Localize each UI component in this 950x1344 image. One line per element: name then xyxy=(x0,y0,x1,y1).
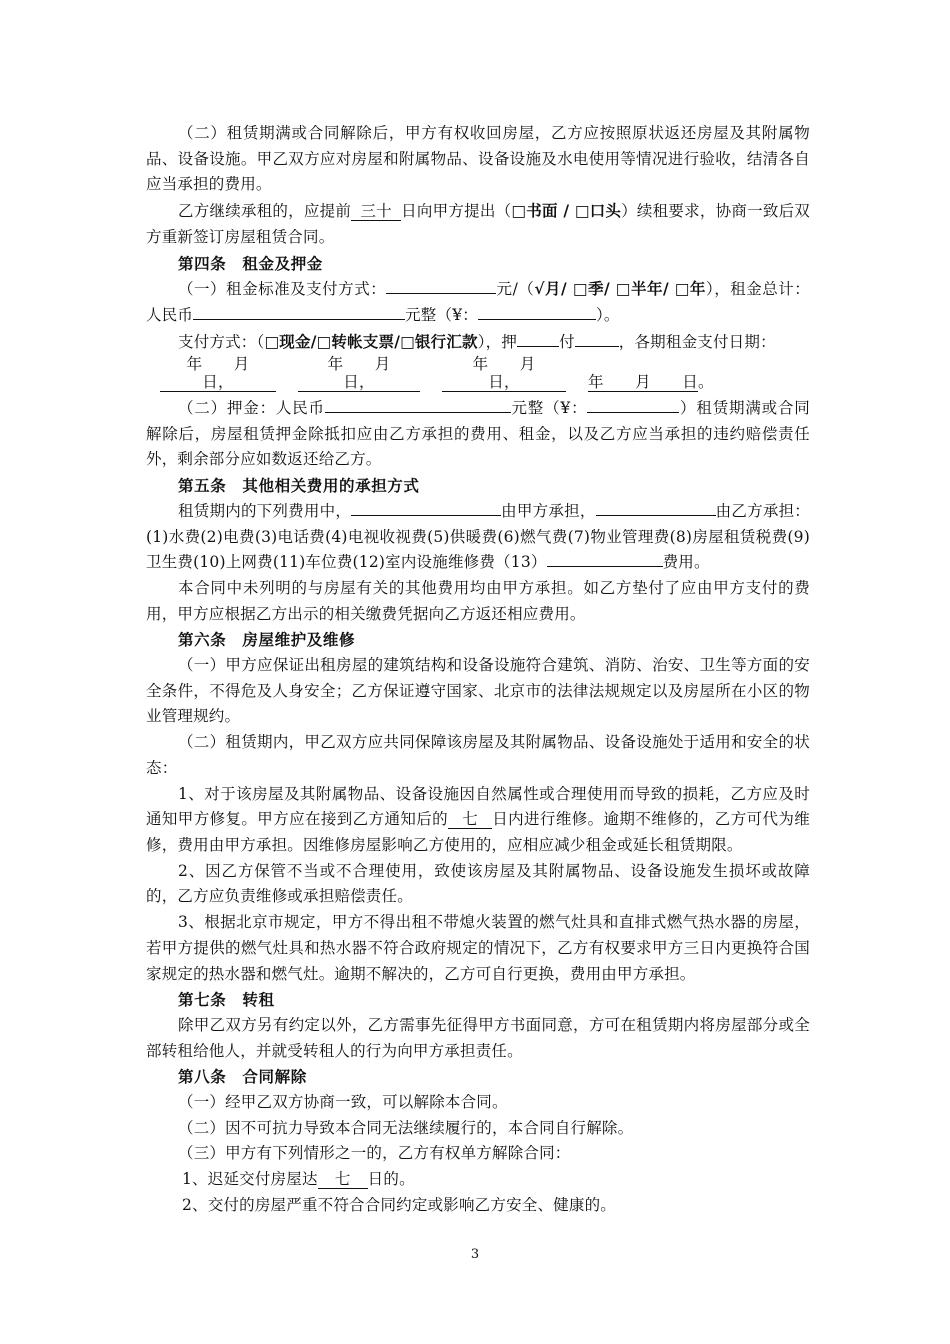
paragraph: 2、因乙方保管不当或不合理使用，致使该房屋及其附属物品、设备设施发生损坏或故障的，乙方应负责维修或承担赔偿责任。 xyxy=(146,861,810,906)
date-blank: 年 月 日， xyxy=(442,355,566,392)
text: 费用。 xyxy=(662,553,710,572)
text: （二）押金：人民币 xyxy=(178,399,325,418)
text: ），押 xyxy=(477,332,518,351)
text: 1、迟延交付房屋达 xyxy=(182,1170,318,1189)
text: ）租赁期满或合同解除后，房屋租赁押金除抵扣应由乙方承担的费用、租金，以及乙方应当承担的违约赔偿责任外，剩余部分应如数返还给乙方。 xyxy=(146,399,810,469)
text: 日的。 xyxy=(367,1170,415,1189)
blank-days: 三十 xyxy=(351,202,401,221)
blank-field xyxy=(587,412,679,413)
paragraph: 除甲乙双方另有约定以外，乙方需事先征得甲方书面同意，方可在租赁期内将房屋部分或全部转租给他人，并就受转租人的行为向甲方承担责任。 xyxy=(146,1015,810,1060)
blank-days: 七 xyxy=(448,810,492,829)
text: 日内进行维修。逾期不维修的，乙方可代为维修，费用由甲方承担。因维修房屋影响乙方使用的，应相应减少租金或延长租赁期限。 xyxy=(146,810,810,854)
paragraph-payment xyxy=(146,329,810,356)
text: 乙方继续承租的，应提前 xyxy=(178,202,352,221)
option-text: √月/ □季/ □半年/ □年 xyxy=(534,279,706,299)
blank-field xyxy=(517,346,559,347)
paragraph: 3、根据北京市规定，甲方不得出租不带熄火装置的燃气灶具和直排式燃气热水器的房屋，若甲方提供的燃气灶具和热水器不符合政府规定的情况下，乙方有权要求甲方三日内更换符合国家规定的热水器和燃气灶。逾期不解决的，乙方可自行更换，费用由甲方承担。 xyxy=(146,913,810,983)
blank-field xyxy=(193,319,405,320)
paragraph: 本合同中未列明的与房屋有关的其他费用均由甲方承担。如乙方垫付了应由甲方支付的费用，甲方应根据乙方出示的相关缴费凭据向乙方返还相应费用。 xyxy=(146,578,810,623)
date-blank: 年 月 日 xyxy=(588,373,698,392)
date-blank: 年 月 日， xyxy=(298,355,420,392)
option-text: □书面 / □口头 xyxy=(511,201,622,221)
blank-days: 七 xyxy=(318,1170,368,1189)
text: 由乙方承担：(1)水费(2)电费(3)电话费(4)电视收视费(5)供暖费(6)燃气费(7)物业管理费(8)房屋租赁税费(9)卫生费(10)上网费(11)车位费(12)室内设施维修费（13） xyxy=(146,501,811,572)
paragraph: （二）租赁期内，甲乙双方应共同保障该房屋及其附属物品、设备设施处于适用和安全的状态： xyxy=(146,733,810,777)
paragraph: （二）租赁期满或合同解除后，甲方有权收回房屋，乙方应按照原状返还房屋及其附属物品、设备设施。甲乙双方应对房屋和附属物品、设备设施及水电使用等情况进行验收，结清各自应当承担的费用。 xyxy=(146,124,810,194)
blank-field xyxy=(351,515,501,516)
text: 由甲方承担， xyxy=(501,501,596,520)
option-text: □现金/□转帐支票/□银行汇款 xyxy=(264,331,478,351)
text: 元整（¥： xyxy=(510,399,588,418)
paragraph-deposit xyxy=(146,396,810,473)
article-heading: 第八条 合同解除 xyxy=(178,1067,307,1087)
paragraph: （一）经甲乙双方协商一致，可以解除本合同。 xyxy=(178,1093,508,1112)
paragraph: （二）因不可抗力导致本合同无法继续履行的，本合同自行解除。 xyxy=(178,1118,634,1137)
text: 付 xyxy=(559,332,575,351)
paragraph-fees xyxy=(146,499,810,576)
blank-field xyxy=(547,566,663,567)
blank-field xyxy=(478,319,596,320)
article-heading: 第四条 租金及押金 xyxy=(178,253,323,273)
blank-field xyxy=(325,412,511,413)
text: ）。 xyxy=(595,305,620,324)
paragraph: （三）甲方有下列情形之一的，乙方有权单方解除合同： xyxy=(178,1144,571,1163)
article-heading: 第五条 其他相关费用的承担方式 xyxy=(178,476,420,496)
text: （一）租金标准及支付方式： xyxy=(178,280,387,299)
text: ），租金总计：人民币 xyxy=(146,280,810,324)
contract-body xyxy=(146,121,810,1219)
article-heading: 第六条 房屋维护及维修 xyxy=(178,630,356,650)
blank-field xyxy=(596,515,716,516)
text: 日向甲方提出（ xyxy=(401,202,512,221)
text: 元整（¥： xyxy=(405,305,478,324)
text: 元/（ xyxy=(496,280,535,299)
text: ，各期租金支付日期： xyxy=(618,332,776,351)
text: 租赁期内的下列费用中， xyxy=(178,501,352,520)
text: 。 xyxy=(698,373,714,392)
paragraph-renewal xyxy=(146,198,810,250)
paragraph-delay xyxy=(146,1167,810,1193)
date-blank: 年 月 日， xyxy=(160,355,276,392)
page-number: 3 xyxy=(470,1247,480,1262)
blank-field xyxy=(386,293,496,294)
blank-field xyxy=(575,346,619,347)
text: 支付方式：（ xyxy=(178,332,265,351)
paragraph: 2、交付的房屋严重不符合合同约定或影响乙方安全、健康的。 xyxy=(182,1195,616,1214)
payment-dates xyxy=(146,355,810,396)
paragraph-repair xyxy=(146,782,810,859)
text: 1、对于该房屋及其附属物品、设备设施因自然属性或合理使用而导致的损耗，乙方应及时通知甲方修复。甲方应在接到乙方通知后的 xyxy=(146,784,810,829)
text: ）续租要求，协商一致后双方重新签订房屋租赁合同。 xyxy=(146,202,811,246)
paragraph: （一）甲方应保证出租房屋的建筑结构和设备设施符合建筑、消防、治安、卫生等方面的安全条件，不得危及人身安全；乙方保证遵守国家、北京市的法律法规规定以及房屋所在小区的物业管理规约。 xyxy=(146,656,810,726)
paragraph-rent xyxy=(146,276,810,328)
article-heading: 第七条 转租 xyxy=(178,990,275,1010)
